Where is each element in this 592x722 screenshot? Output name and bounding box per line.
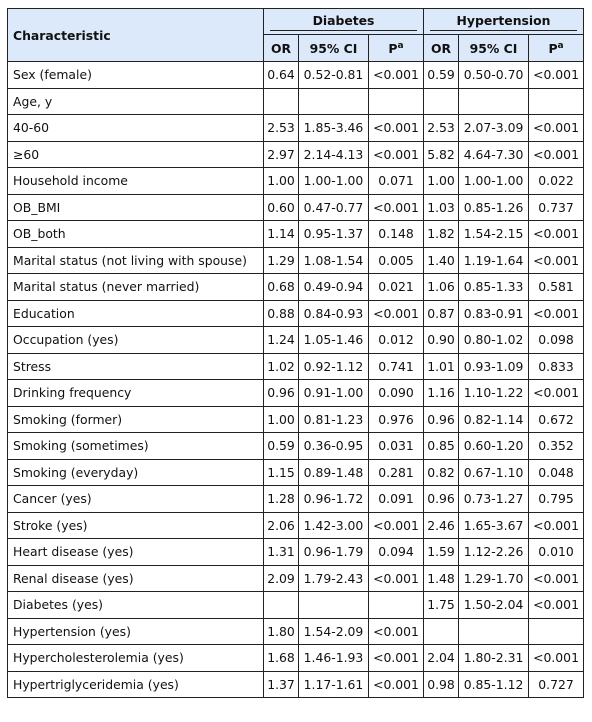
row-label: Sex (female)	[8, 62, 264, 89]
row-label: OB_both	[8, 221, 264, 248]
diabetes-p-cell: <0.001	[369, 565, 424, 592]
row-label: Marital status (not living with spouse)	[8, 247, 264, 274]
diabetes-or-cell: 1.14	[264, 221, 299, 248]
hypertension-ci-cell	[459, 618, 529, 645]
hypertension-p-cell: <0.001	[529, 380, 584, 407]
row-label: Household income	[8, 168, 264, 195]
p-superscript: a	[557, 40, 564, 51]
table-row	[8, 592, 584, 619]
diabetes-p-cell: 0.976	[369, 406, 424, 433]
hypertension-p-cell: <0.001	[529, 512, 584, 539]
diabetes-or-cell: 1.24	[264, 327, 299, 354]
results-table	[7, 8, 584, 698]
diabetes-ci-cell: 0.96-1.72	[299, 486, 369, 513]
table-header	[8, 9, 584, 62]
diabetes-ci-cell	[299, 88, 369, 115]
hypertension-ci-cell: 2.07-3.09	[459, 115, 529, 142]
row-label: Age, y	[8, 88, 264, 115]
diabetes-ci-cell: 0.91-1.00	[299, 380, 369, 407]
hypertension-or-cell: 1.16	[424, 380, 459, 407]
hypertension-p-cell: <0.001	[529, 221, 584, 248]
table-row	[8, 353, 584, 380]
diabetes-p-cell: 0.741	[369, 353, 424, 380]
hypertension-p-cell: 0.833	[529, 353, 584, 380]
diabetes-or-cell: 1.28	[264, 486, 299, 513]
hypertension-p-cell	[529, 88, 584, 115]
diabetes-p-cell: <0.001	[369, 194, 424, 221]
diabetes-or-cell: 2.97	[264, 141, 299, 168]
hypertension-p-cell: <0.001	[529, 565, 584, 592]
hypertension-or-cell	[424, 88, 459, 115]
diabetes-or-cell: 0.60	[264, 194, 299, 221]
row-label: OB_BMI	[8, 194, 264, 221]
table-row	[8, 62, 584, 89]
table-row	[8, 486, 584, 513]
hypertension-ci-cell: 0.83-0.91	[459, 300, 529, 327]
table-row	[8, 539, 584, 566]
characteristic-header: Characteristic	[8, 9, 264, 62]
diabetes-p-cell: <0.001	[369, 671, 424, 698]
hypertension-p-cell: 0.581	[529, 274, 584, 301]
table-row	[8, 645, 584, 672]
diabetes-or-cell: 1.68	[264, 645, 299, 672]
diabetes-ci-cell: 1.17-1.61	[299, 671, 369, 698]
row-label: 40-60	[8, 115, 264, 142]
diabetes-or-cell: 2.53	[264, 115, 299, 142]
hypertension-p-cell: 0.098	[529, 327, 584, 354]
row-label: Hypertriglyceridemia (yes)	[8, 671, 264, 698]
hypertension-p-cell: 0.795	[529, 486, 584, 513]
hypertension-or-cell: 2.53	[424, 115, 459, 142]
hypertension-ci-cell: 1.54-2.15	[459, 221, 529, 248]
hypertension-or-cell: 1.00	[424, 168, 459, 195]
hypertension-or-cell: 1.59	[424, 539, 459, 566]
row-label: Drinking frequency	[8, 380, 264, 407]
row-label: Hypertension (yes)	[8, 618, 264, 645]
hypertension-or-cell: 5.82	[424, 141, 459, 168]
diabetes-p-cell: 0.281	[369, 459, 424, 486]
row-label: Smoking (everyday)	[8, 459, 264, 486]
diabetes-ci-cell: 1.05-1.46	[299, 327, 369, 354]
hypertension-ci-cell: 0.50-0.70	[459, 62, 529, 89]
p-superscript: a	[397, 40, 404, 51]
row-label: Marital status (never married)	[8, 274, 264, 301]
row-label: Hypercholesterolemia (yes)	[8, 645, 264, 672]
hypertension-p-cell: <0.001	[529, 115, 584, 142]
diabetes-p-cell: <0.001	[369, 141, 424, 168]
diabetes-p-cell: 0.148	[369, 221, 424, 248]
hypertension-or-cell: 1.01	[424, 353, 459, 380]
table-row	[8, 88, 584, 115]
diabetes-ci-cell: 1.08-1.54	[299, 247, 369, 274]
hypertension-ci-cell: 0.80-1.02	[459, 327, 529, 354]
hypertension-ci-cell: 0.85-1.33	[459, 274, 529, 301]
table-row	[8, 300, 584, 327]
diabetes-or-cell: 0.59	[264, 433, 299, 460]
table-row	[8, 168, 584, 195]
hypertension-or-cell: 0.96	[424, 406, 459, 433]
hypertension-or-cell: 0.87	[424, 300, 459, 327]
hypertension-ci-cell: 1.10-1.22	[459, 380, 529, 407]
diabetes-or-cell: 1.15	[264, 459, 299, 486]
diabetes-or-cell	[264, 88, 299, 115]
hypertension-ci-cell: 1.12-2.26	[459, 539, 529, 566]
diabetes-or-header: OR	[264, 35, 299, 62]
hypertension-ci-cell: 1.80-2.31	[459, 645, 529, 672]
hypertension-p-cell: 0.022	[529, 168, 584, 195]
diabetes-ci-cell: 0.36-0.95	[299, 433, 369, 460]
diabetes-ci-cell: 1.42-3.00	[299, 512, 369, 539]
hypertension-or-cell: 1.06	[424, 274, 459, 301]
diabetes-p-cell: 0.071	[369, 168, 424, 195]
diabetes-ci-cell: 1.79-2.43	[299, 565, 369, 592]
hypertension-ci-cell	[459, 88, 529, 115]
diabetes-ci-cell: 0.84-0.93	[299, 300, 369, 327]
hypertension-ci-cell: 4.64-7.30	[459, 141, 529, 168]
table-row	[8, 194, 584, 221]
hypertension-p-cell: <0.001	[529, 141, 584, 168]
diabetes-p-cell: 0.005	[369, 247, 424, 274]
diabetes-ci-cell: 2.14-4.13	[299, 141, 369, 168]
diabetes-ci-cell: 0.81-1.23	[299, 406, 369, 433]
hypertension-ci-header: 95% CI	[459, 35, 529, 62]
diabetes-or-cell: 0.88	[264, 300, 299, 327]
diabetes-ci-cell: 0.89-1.48	[299, 459, 369, 486]
row-label: Smoking (former)	[8, 406, 264, 433]
diabetes-or-cell: 1.80	[264, 618, 299, 645]
hypertension-group-label: Hypertension	[430, 13, 577, 31]
diabetes-or-cell: 1.00	[264, 168, 299, 195]
hypertension-ci-cell: 0.60-1.20	[459, 433, 529, 460]
diabetes-ci-cell: 1.54-2.09	[299, 618, 369, 645]
diabetes-p-cell: 0.090	[369, 380, 424, 407]
hypertension-p-cell: 0.727	[529, 671, 584, 698]
hypertension-or-cell: 1.82	[424, 221, 459, 248]
hypertension-or-cell: 0.90	[424, 327, 459, 354]
table-row	[8, 115, 584, 142]
diabetes-or-cell: 1.02	[264, 353, 299, 380]
hypertension-or-cell: 1.48	[424, 565, 459, 592]
hypertension-ci-cell: 0.67-1.10	[459, 459, 529, 486]
diabetes-ci-cell: 0.47-0.77	[299, 194, 369, 221]
hypertension-ci-cell: 0.73-1.27	[459, 486, 529, 513]
hypertension-p-cell: <0.001	[529, 645, 584, 672]
p-label: P	[388, 40, 398, 56]
diabetes-or-cell: 1.31	[264, 539, 299, 566]
diabetes-ci-cell: 0.95-1.37	[299, 221, 369, 248]
table-row	[8, 327, 584, 354]
diabetes-or-cell: 1.37	[264, 671, 299, 698]
diabetes-group-header	[264, 9, 424, 35]
hypertension-ci-cell: 0.93-1.09	[459, 353, 529, 380]
row-label: Smoking (sometimes)	[8, 433, 264, 460]
diabetes-p-cell: 0.012	[369, 327, 424, 354]
hypertension-p-cell: 0.048	[529, 459, 584, 486]
table-row	[8, 618, 584, 645]
diabetes-or-cell: 1.00	[264, 406, 299, 433]
table-row	[8, 671, 584, 698]
hypertension-or-cell: 2.46	[424, 512, 459, 539]
diabetes-p-cell	[369, 592, 424, 619]
table-row	[8, 459, 584, 486]
table-row	[8, 565, 584, 592]
hypertension-ci-cell: 1.19-1.64	[459, 247, 529, 274]
diabetes-ci-cell: 0.49-0.94	[299, 274, 369, 301]
row-label: Education	[8, 300, 264, 327]
row-label: ≥60	[8, 141, 264, 168]
diabetes-ci-cell: 1.85-3.46	[299, 115, 369, 142]
hypertension-p-cell: <0.001	[529, 300, 584, 327]
diabetes-p-cell: 0.021	[369, 274, 424, 301]
row-label: Diabetes (yes)	[8, 592, 264, 619]
diabetes-group-label: Diabetes	[270, 13, 417, 31]
hypertension-or-cell: 0.82	[424, 459, 459, 486]
diabetes-ci-cell: 0.92-1.12	[299, 353, 369, 380]
p-label: P	[548, 40, 558, 56]
table-row	[8, 406, 584, 433]
table-row	[8, 247, 584, 274]
diabetes-or-cell	[264, 592, 299, 619]
diabetes-p-cell: <0.001	[369, 62, 424, 89]
diabetes-p-cell: <0.001	[369, 645, 424, 672]
row-label: Renal disease (yes)	[8, 565, 264, 592]
hypertension-or-cell: 1.40	[424, 247, 459, 274]
hypertension-or-cell: 0.85	[424, 433, 459, 460]
hypertension-or-cell: 0.96	[424, 486, 459, 513]
hypertension-or-cell: 0.59	[424, 62, 459, 89]
diabetes-p-cell: <0.001	[369, 618, 424, 645]
table-body	[8, 62, 584, 698]
diabetes-p-cell: <0.001	[369, 300, 424, 327]
table-row	[8, 221, 584, 248]
table-row	[8, 433, 584, 460]
table-row	[8, 274, 584, 301]
row-label: Cancer (yes)	[8, 486, 264, 513]
hypertension-p-cell: <0.001	[529, 62, 584, 89]
diabetes-p-cell	[369, 88, 424, 115]
row-label: Stress	[8, 353, 264, 380]
diabetes-or-cell: 0.68	[264, 274, 299, 301]
diabetes-ci-cell: 1.46-1.93	[299, 645, 369, 672]
diabetes-p-cell: 0.094	[369, 539, 424, 566]
diabetes-or-cell: 2.09	[264, 565, 299, 592]
hypertension-group-header	[424, 9, 584, 35]
row-label: Stroke (yes)	[8, 512, 264, 539]
diabetes-ci-cell: 0.52-0.81	[299, 62, 369, 89]
hypertension-ci-cell: 1.65-3.67	[459, 512, 529, 539]
hypertension-or-cell: 1.03	[424, 194, 459, 221]
diabetes-p-cell: <0.001	[369, 115, 424, 142]
diabetes-or-cell: 0.64	[264, 62, 299, 89]
diabetes-p-cell: 0.031	[369, 433, 424, 460]
diabetes-p-cell: 0.091	[369, 486, 424, 513]
diabetes-or-cell: 0.96	[264, 380, 299, 407]
hypertension-p-cell: 0.737	[529, 194, 584, 221]
diabetes-or-cell: 2.06	[264, 512, 299, 539]
hypertension-ci-cell: 1.00-1.00	[459, 168, 529, 195]
row-label: Heart disease (yes)	[8, 539, 264, 566]
hypertension-ci-cell: 0.85-1.12	[459, 671, 529, 698]
hypertension-p-header	[529, 35, 584, 62]
hypertension-or-cell: 1.75	[424, 592, 459, 619]
hypertension-ci-cell: 1.50-2.04	[459, 592, 529, 619]
hypertension-p-cell: 0.010	[529, 539, 584, 566]
hypertension-p-cell: 0.352	[529, 433, 584, 460]
hypertension-or-cell	[424, 618, 459, 645]
table-row	[8, 380, 584, 407]
hypertension-p-cell: <0.001	[529, 592, 584, 619]
diabetes-or-cell: 1.29	[264, 247, 299, 274]
diabetes-p-cell: <0.001	[369, 512, 424, 539]
hypertension-or-header: OR	[424, 35, 459, 62]
hypertension-p-cell: <0.001	[529, 247, 584, 274]
hypertension-ci-cell: 1.29-1.70	[459, 565, 529, 592]
hypertension-ci-cell: 0.82-1.14	[459, 406, 529, 433]
hypertension-p-cell: 0.672	[529, 406, 584, 433]
hypertension-p-cell	[529, 618, 584, 645]
diabetes-ci-cell: 1.00-1.00	[299, 168, 369, 195]
diabetes-p-header	[369, 35, 424, 62]
diabetes-ci-cell	[299, 592, 369, 619]
table-row	[8, 512, 584, 539]
hypertension-or-cell: 2.04	[424, 645, 459, 672]
table-row	[8, 141, 584, 168]
diabetes-ci-cell: 0.96-1.79	[299, 539, 369, 566]
hypertension-ci-cell: 0.85-1.26	[459, 194, 529, 221]
hypertension-or-cell: 0.98	[424, 671, 459, 698]
diabetes-ci-header: 95% CI	[299, 35, 369, 62]
row-label: Occupation (yes)	[8, 327, 264, 354]
